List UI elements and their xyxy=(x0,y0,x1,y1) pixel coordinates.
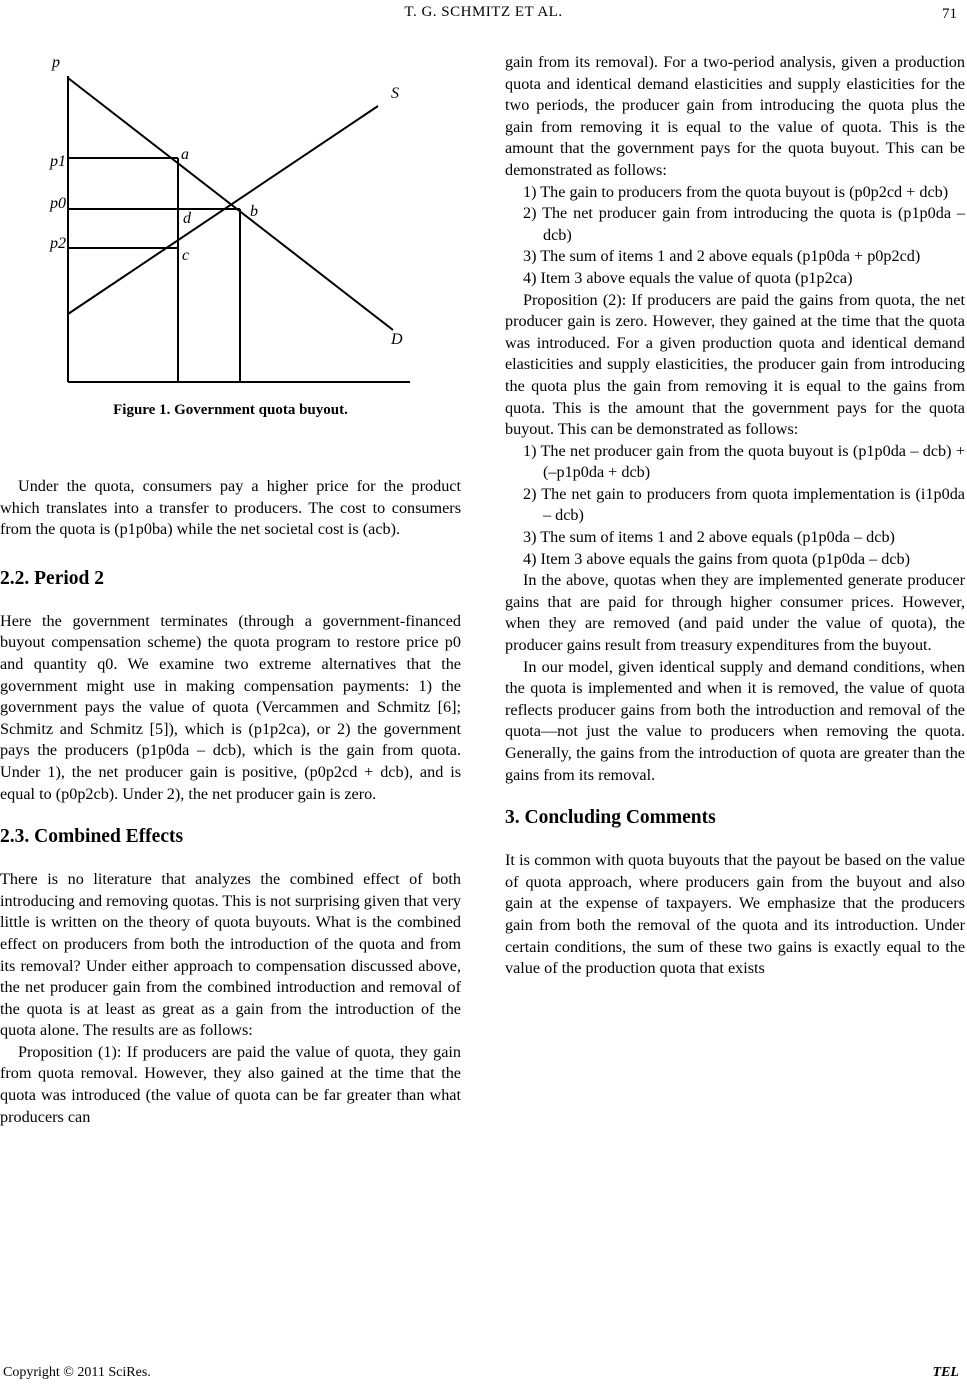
journal-abbrev: TEL xyxy=(932,1365,959,1380)
section-heading-3: 3. Concluding Comments xyxy=(505,807,716,829)
figure-1-diagram xyxy=(0,40,461,400)
section-heading-2-3: 2.3. Combined Effects xyxy=(0,826,184,848)
copyright-footer: Copyright © 2011 SciRes. xyxy=(3,1365,151,1380)
paragraph: Here the government terminates (through a government-financed buyout compensation scheme) the quota program to restore price p0 and quantity q0. We examine two extreme alternatives that the government might use in making compensation payments: 1) the government pays the value of quota (Vercammen and Schmitz [6]; Schmitz and Schmitz [5]), which is (p1p2ca), or 2) the government pays the producers (p1p0da – dcb), which is the gain from quota. Under 1), the net producer gain is positive, (p0p2cd + dcb), and is equal to (p0p2cb). Under 2), the net producer gain is zero. xyxy=(0,611,461,803)
paragraph: gain from its removal). For a two-period analysis, given a production quota and identical demand elasticities and supply elasticities for the two periods, the producer gain from introducing the quota plus the gain from removing it is equal to the value of quota. This is the amount that the government pays for the quota buyout. This can be demonstrated as follows: xyxy=(505,53,965,179)
paragraph: Proposition (1): If producers are paid the value of quota, they gain from quota removal. However, they also gained at the time that the quota was introduced (the value of quota can be far greater than what producers can xyxy=(0,1042,461,1126)
list-item: 1) The gain to producers from the quota buyout is (p0p2cd + dcb) xyxy=(523,182,949,201)
paragraph: Proposition (2): If producers are paid the gains from quota, the net producer gain is zero. However, they gained at the time that the quota was introduced. For a given production quota and identical demand elasticities and supply elasticities, the producer gain from introducing the quota plus the gain from removing it is equal to the gains from quota. This is the amount that the government pays for the quota buyout. This can be demonstrated as follows: xyxy=(505,290,965,439)
p2-label: p2 xyxy=(50,235,66,252)
point-b-label: b xyxy=(250,203,258,220)
list-item: 3) The sum of items 1 and 2 above equals (p1p0da + p0p2cd) xyxy=(523,247,921,266)
supply-label: S xyxy=(391,85,399,102)
p1-label: p1 xyxy=(50,153,66,170)
list-item: 3) The sum of items 1 and 2 above equals (p1p0da – dcb) xyxy=(523,528,895,547)
paragraph: Under the quota, consumers pay a higher price for the product which translates into a transfer to producers. The cost to consumers from the quota is (p1p0ba) while the net societal cost is (acb). xyxy=(0,477,461,539)
point-d-label: d xyxy=(183,210,191,227)
paragraph: In our model, given identical supply and demand conditions, when the quota is implemented and when it is removed, the value of quota reflects producer gains from both the introduction and removal of the quota—not just the value to producers when removing the quota. Generally, the gains from the introduction of quota are greater than the gains from its removal. xyxy=(505,657,965,784)
list-item: 2) The net producer gain from introducing the quota is (p1p0da – dcb) xyxy=(523,204,965,244)
left-column xyxy=(0,476,461,1128)
p-axis-label: p xyxy=(52,54,60,71)
paragraph: It is common with quota buyouts that the payout be based on the value of quota approach, where producers gain from the buyout and also gain at the expense of taxpayers. We emphasize that the producers gain from both the removal of the quota and its introduction. Under certain conditions, the sum of these two gains is exactly equal to the value of the production quota that exists xyxy=(505,851,965,978)
right-column xyxy=(505,52,965,980)
list-item: 4) Item 3 above equals the value of quota (p1p2ca) xyxy=(523,268,853,287)
demand-label: D xyxy=(391,331,403,348)
point-c-label: c xyxy=(182,247,190,264)
running-header: T. G. SCHMITZ ET AL. xyxy=(404,4,563,20)
figure-caption: Figure 1. Government quota buyout. xyxy=(113,402,348,418)
p0-label: p0 xyxy=(50,195,66,212)
paragraph: There is no literature that analyzes the combined effect of both introducing and removing quotas. This is not surprising given that very little is written on the theory of quota buyouts. What is the combined effect on producers from both the introduction of the quota and from its removal? Under either approach to compensation discussed above, the net producer gain from the combined introduction and removal of the quota is at least as great as a gain from the introduction of the quota alone. The results are as follows: xyxy=(0,870,461,1040)
paragraph: In the above, quotas when they are implemented generate producer gains that are paid for through higher consumer prices. However, when they are removed (and paid under the value of quota), the producer gains result from treasury expenditures from the buyout. xyxy=(505,571,965,655)
list-item: 4) Item 3 above equals the gains from quota (p1p0da – dcb) xyxy=(523,549,911,568)
page-number: 71 xyxy=(942,6,957,22)
point-a-label: a xyxy=(181,146,189,163)
list-item: 1) The net producer gain from the quota buyout is (p1p0da – dcb) + (–p1p0da + dcb) xyxy=(523,441,965,482)
list-item: 2) The net gain to producers from quota implementation is (i1p0da – dcb) xyxy=(523,484,965,525)
section-heading-2-2: 2.2. Period 2 xyxy=(0,567,104,589)
